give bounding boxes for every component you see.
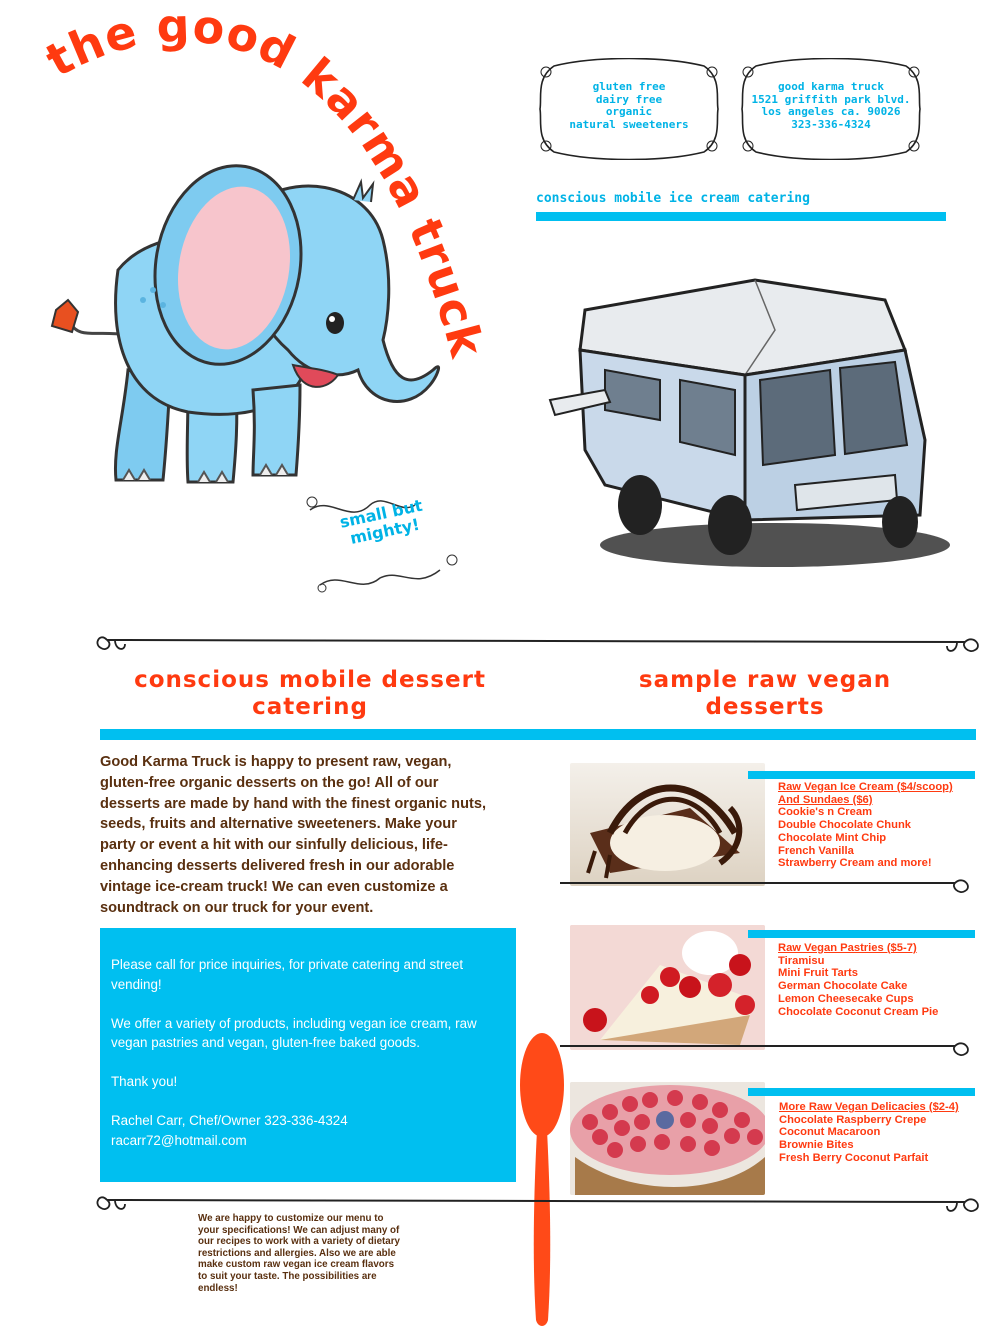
- feature-gluten-free: gluten free: [592, 80, 666, 93]
- menu-item: Fresh Berry Coconut Parfait: [779, 1151, 929, 1164]
- menu-item: Chocolate Mint Chip: [778, 831, 887, 844]
- footnote-line: to suit your taste. The possibilities are: [198, 1270, 377, 1282]
- intro-paragraph: Good Karma Truck is happy to present raw, vegan, gluten-free organic desserts on the go! All of our desserts are made by hand with the finest organic nuts, seeds, fruits and alternative sweeteners. Make your party or event a hit with our sinfully delicious, life-enhancing desserts delivered fresh in our adorable vintage ice-cream truck! We can even customize a soundtrack on our truck for your event.: [100, 754, 487, 916]
- menu-divider-1: [555, 875, 980, 897]
- section-underline: [100, 729, 976, 740]
- brand-title: the good karma truck: [37, 0, 495, 364]
- subtitle-underline: [536, 212, 946, 221]
- menu-item: Strawberry Cream and more!: [778, 857, 932, 870]
- features-badge: [540, 81, 718, 131]
- info-owner-line: Rachel Carr, Chef/Owner 323-336-4324: [111, 1113, 348, 1128]
- footnote: [198, 1213, 438, 1294]
- left-heading-line1: conscious mobile dessert: [134, 667, 486, 693]
- elephant-illustration: [38, 150, 448, 500]
- menu-photo-tart: [570, 1082, 765, 1195]
- contact-phone: 323-336-4324: [791, 117, 871, 131]
- menu-heading-delicacies: More Raw Vegan Delicacies ($2-4): [779, 1101, 959, 1113]
- menu-list-ice-cream: [778, 781, 978, 870]
- info-paragraph-thanks: Thank you!: [111, 1074, 178, 1089]
- footnote-line: restrictions and allergies. Also we are able: [198, 1247, 396, 1259]
- menu-item: Lemon Cheesecake Cups: [778, 992, 914, 1005]
- info-email[interactable]: racarr72@hotmail.com: [111, 1132, 247, 1148]
- right-section-heading: [560, 667, 970, 721]
- menu-heading-ice-cream: Raw Vegan Ice Cream ($4/scoop): [778, 781, 953, 793]
- menu-item: Tiramisu: [778, 954, 825, 967]
- truck-illustration: [545, 270, 965, 590]
- menu-item: Mini Fruit Tarts: [778, 967, 858, 980]
- contact-badge: [742, 81, 920, 131]
- feature-organic: organic: [605, 105, 653, 118]
- menu-item: Chocolate Coconut Cream Pie: [778, 1005, 939, 1018]
- subtitle: conscious mobile ice cream catering: [536, 191, 810, 206]
- info-paragraph-inquiries: Please call for price inquiries, for private catering and street vending!: [111, 957, 464, 992]
- tagline-text: small but mighty!: [337, 495, 425, 548]
- top-divider: [95, 630, 985, 662]
- menu-photo-cheesecake: [570, 925, 765, 1050]
- menu-heading-sundaes: And Sundaes ($6): [778, 793, 873, 806]
- info-paragraph-products: We offer a variety of products, including vegan ice cream, raw vegan pastries and vegan, gluten-free baked goods.: [111, 1015, 477, 1050]
- right-heading-line2: desserts: [705, 694, 825, 720]
- right-heading-line1: sample raw vegan: [638, 667, 892, 693]
- menu-item: Brownie Bites: [779, 1139, 854, 1152]
- menu-item: Coconut Macaroon: [779, 1126, 881, 1139]
- contact-city: los angeles ca. 90026: [761, 105, 901, 118]
- feature-natural-sweeteners: natural sweeteners: [569, 117, 689, 131]
- menu-item: Double Chocolate Chunk: [778, 819, 912, 832]
- menu-photo-sundae: [570, 763, 765, 886]
- menu-heading-pastries: Raw Vegan Pastries ($5-7): [778, 942, 917, 954]
- contact-street: 1521 griffith park blvd.: [751, 92, 911, 106]
- menu-item: Chocolate Raspberry Crepe: [779, 1113, 927, 1126]
- footnote-line: endless!: [198, 1282, 238, 1294]
- footnote-line: our recipes to work with a variety of dietary: [198, 1236, 400, 1248]
- info-box: [100, 928, 516, 1182]
- contact-name: good karma truck: [778, 80, 884, 93]
- menu-bar-2: [748, 930, 975, 938]
- menu-item: German Chocolate Cake: [778, 980, 908, 993]
- left-heading-line2: catering: [252, 694, 368, 720]
- menu-divider-2: [555, 1038, 980, 1062]
- menu-item: Cookie's n Cream: [778, 806, 873, 819]
- menu-bar-1: [748, 771, 975, 779]
- footnote-line: your specifications! We can adjust many of: [198, 1224, 400, 1236]
- menu-bar-3: [748, 1088, 975, 1096]
- footnote-line: We are happy to customize our menu to: [198, 1213, 384, 1224]
- menu-list-pastries: [778, 942, 978, 1018]
- left-section-heading: [100, 667, 520, 721]
- menu-item: French Vanilla: [778, 844, 854, 857]
- feature-dairy-free: dairy free: [595, 92, 663, 106]
- footnote-line: make custom raw vegan ice cream flavors: [198, 1259, 395, 1271]
- spoon-icon: [512, 1030, 572, 1330]
- menu-list-delicacies: [779, 1101, 979, 1165]
